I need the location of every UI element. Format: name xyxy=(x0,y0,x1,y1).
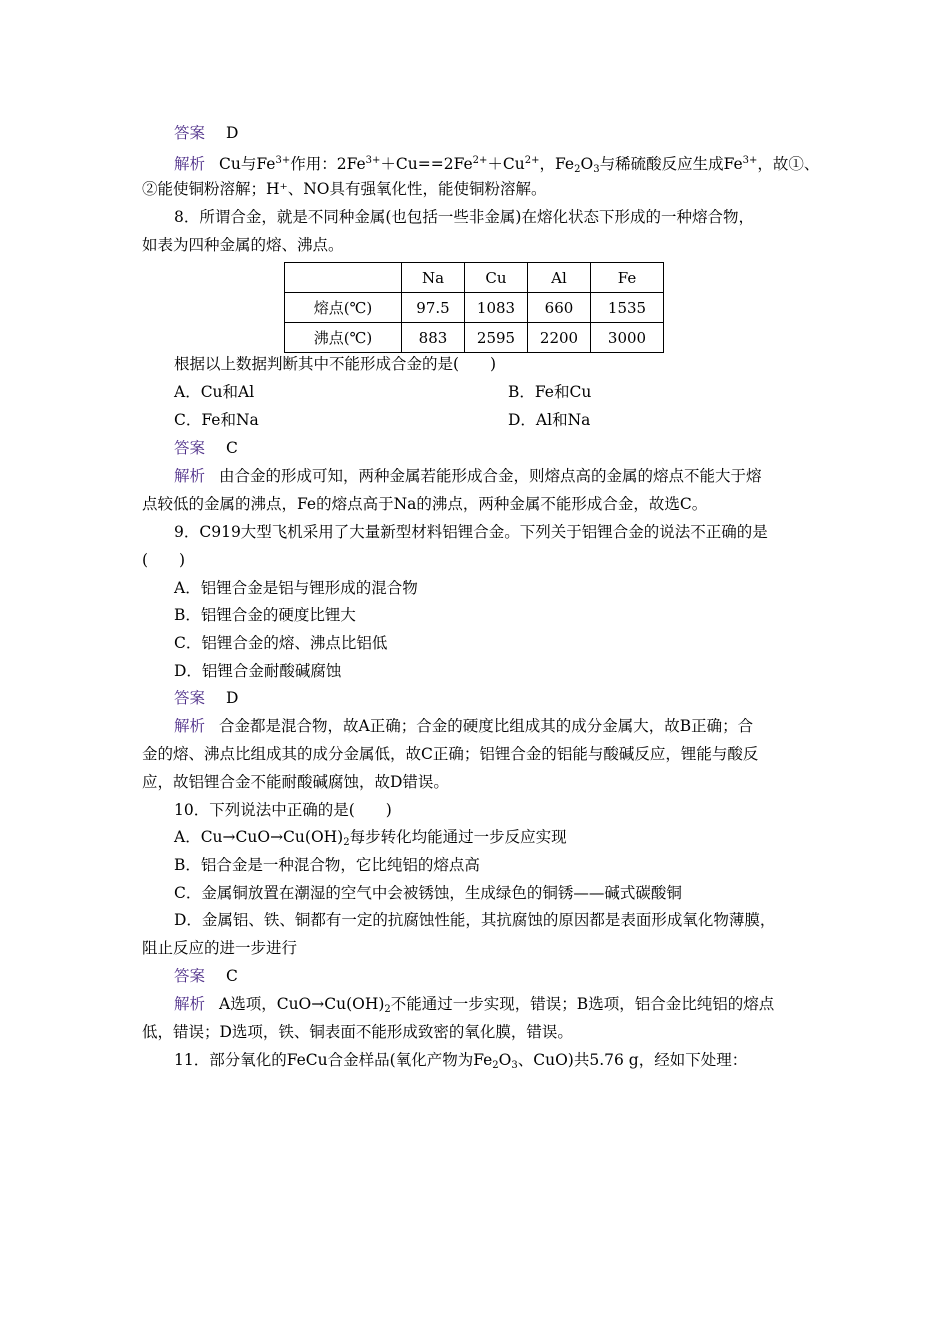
q10-answer-line xyxy=(174,966,238,986)
answer-label: 答案 xyxy=(174,967,206,985)
analysis-label: 解析 xyxy=(174,467,206,485)
table-cell: 1083 xyxy=(465,293,528,323)
q9-analysis-line1 xyxy=(174,716,753,736)
table-cell: 沸点(℃) xyxy=(285,323,402,353)
q7-analysis-line2: ②能使铜粉溶解；H⁺、NO具有强氧化性，能使铜粉溶解。 xyxy=(142,180,547,198)
q9-stem-line1: 9．C919大型飞机采用了大量新型材料铝锂合金。下列关于铝锂合金的说法不正确的是 xyxy=(174,523,768,541)
q9-answer: D xyxy=(225,689,239,707)
table-row xyxy=(285,323,664,353)
q10-option-a: A．$Cu\to CuO\to Cu(OH)_2$每步转化均能通过一步反应实现 xyxy=(174,828,567,848)
table-cell: 1535 xyxy=(591,293,664,323)
q10-option-c: C．金属铜放置在潮湿的空气中会被锈蚀，生成绿色的铜锈——碱式碳酸铜 xyxy=(174,884,682,902)
q7-analysis-line1 xyxy=(174,151,819,180)
q9-answer-line xyxy=(174,688,238,708)
q10-analysis-line1 xyxy=(174,994,774,1020)
table-header-cell: Al xyxy=(528,263,591,293)
table-cell: 2595 xyxy=(465,323,528,353)
table-cell: 3000 xyxy=(591,323,664,353)
q8-stem-line1: 8．所谓合金，就是不同种金属(也包括一些非金属)在熔化状态下形成的一种熔合物， xyxy=(174,208,754,226)
q8-answer-line xyxy=(174,438,238,458)
table-cell: 97.5 xyxy=(402,293,465,323)
table-row xyxy=(285,293,664,323)
q8-option-d: D．Al和Na xyxy=(508,411,591,429)
q9-option-b: B．铝锂合金的硬度比锂大 xyxy=(174,606,356,624)
q8-option-a: A．Cu和Al xyxy=(174,383,255,401)
q7-answer-line xyxy=(174,123,238,143)
q8-question: 根据以上数据判断其中不能形成合金的是( ) xyxy=(174,355,497,373)
q9-option-d: D．铝锂合金耐酸碱腐蚀 xyxy=(174,662,342,680)
table-header-cell: Cu xyxy=(465,263,528,293)
analysis-label: 解析 xyxy=(174,717,206,735)
q10-answer: C xyxy=(225,967,238,985)
melting-boiling-table xyxy=(284,262,664,353)
q9-stem-line2: ( ) xyxy=(142,551,186,569)
analysis-label: 解析 xyxy=(174,155,206,173)
q8-analysis-line1 xyxy=(174,466,762,486)
table-header-cell: Fe xyxy=(591,263,664,293)
q10-option-b: B．铝合金是一种混合物，它比纯铝的熔点高 xyxy=(174,856,480,874)
answer-label: 答案 xyxy=(174,439,206,457)
answer-label: 答案 xyxy=(174,124,206,142)
q10-option-d-line2: 阻止反应的进一步进行 xyxy=(142,939,298,957)
q11-stem: 11．部分氧化的FeCu合金样品(氧化产物为$Fe_2O_3$、CuO)共5.76 g，经如下处理： xyxy=(174,1051,748,1071)
q8-analysis-text: 由合金的形成可知，两种金属若能形成合金，则熔点高的金属的熔点不能大于熔 xyxy=(219,467,762,485)
q9-analysis-line3: 应，故铝锂合金不能耐酸碱腐蚀，故D错误。 xyxy=(142,773,449,791)
q8-answer: C xyxy=(225,439,238,457)
q10-option-d-line1: D．金属铝、铁、铜都有一定的抗腐蚀性能，其抗腐蚀的原因都是表面形成氧化物薄膜， xyxy=(174,911,776,929)
table-cell: 熔点(℃) xyxy=(285,293,402,323)
table-cell: 2200 xyxy=(528,323,591,353)
table-header-cell xyxy=(285,263,402,293)
answer-label: 答案 xyxy=(174,689,206,707)
q10-analysis-line2: 低，错误；D选项，铁、铜表面不能形成致密的氧化膜，错误。 xyxy=(142,1023,573,1041)
q10-analysis-text: A选项，$CuO\to Cu(OH)_2$不能通过一步实现，错误；B选项，铝合金比纯铝的熔点 xyxy=(219,995,775,1015)
q8-stem-line2: 如表为四种金属的熔、沸点。 xyxy=(142,236,344,254)
q9-option-c: C．铝锂合金的熔、沸点比铝低 xyxy=(174,634,388,652)
q10-stem: 10．下列说法中正确的是( ) xyxy=(174,801,392,819)
table-header-cell: Na xyxy=(402,263,465,293)
q8-option-b: B．Fe和Cu xyxy=(508,383,592,401)
q9-option-a: A．铝锂合金是铝与锂形成的混合物 xyxy=(174,579,418,597)
q7-answer: D xyxy=(225,124,239,142)
table-cell: 883 xyxy=(402,323,465,353)
analysis-label: 解析 xyxy=(174,995,206,1013)
table-cell: 660 xyxy=(528,293,591,323)
q9-analysis-text: 合金都是混合物，故A正确；合金的硬度比组成其的成分金属大，故B正确；合 xyxy=(219,717,754,735)
table-header-row xyxy=(285,263,664,293)
q7-analysis-text: Cu与$Fe^{3+}$作用：$2Fe^{3+}+Cu==2Fe^{2+}+Cu^{2+}$，$Fe_2O_3$与稀硫酸反应生成$Fe^{3+}$，故①、 xyxy=(219,155,820,175)
q8-option-c: C．Fe和Na xyxy=(174,411,259,429)
q8-analysis-line2: 点较低的金属的沸点，Fe的熔点高于Na的沸点，两种金属不能形成合金，故选C。 xyxy=(142,495,708,513)
q9-analysis-line2: 金的熔、沸点比组成其的成分金属低，故C正确；铝锂合金的铝能与酸碱反应，锂能与酸反 xyxy=(142,745,759,763)
